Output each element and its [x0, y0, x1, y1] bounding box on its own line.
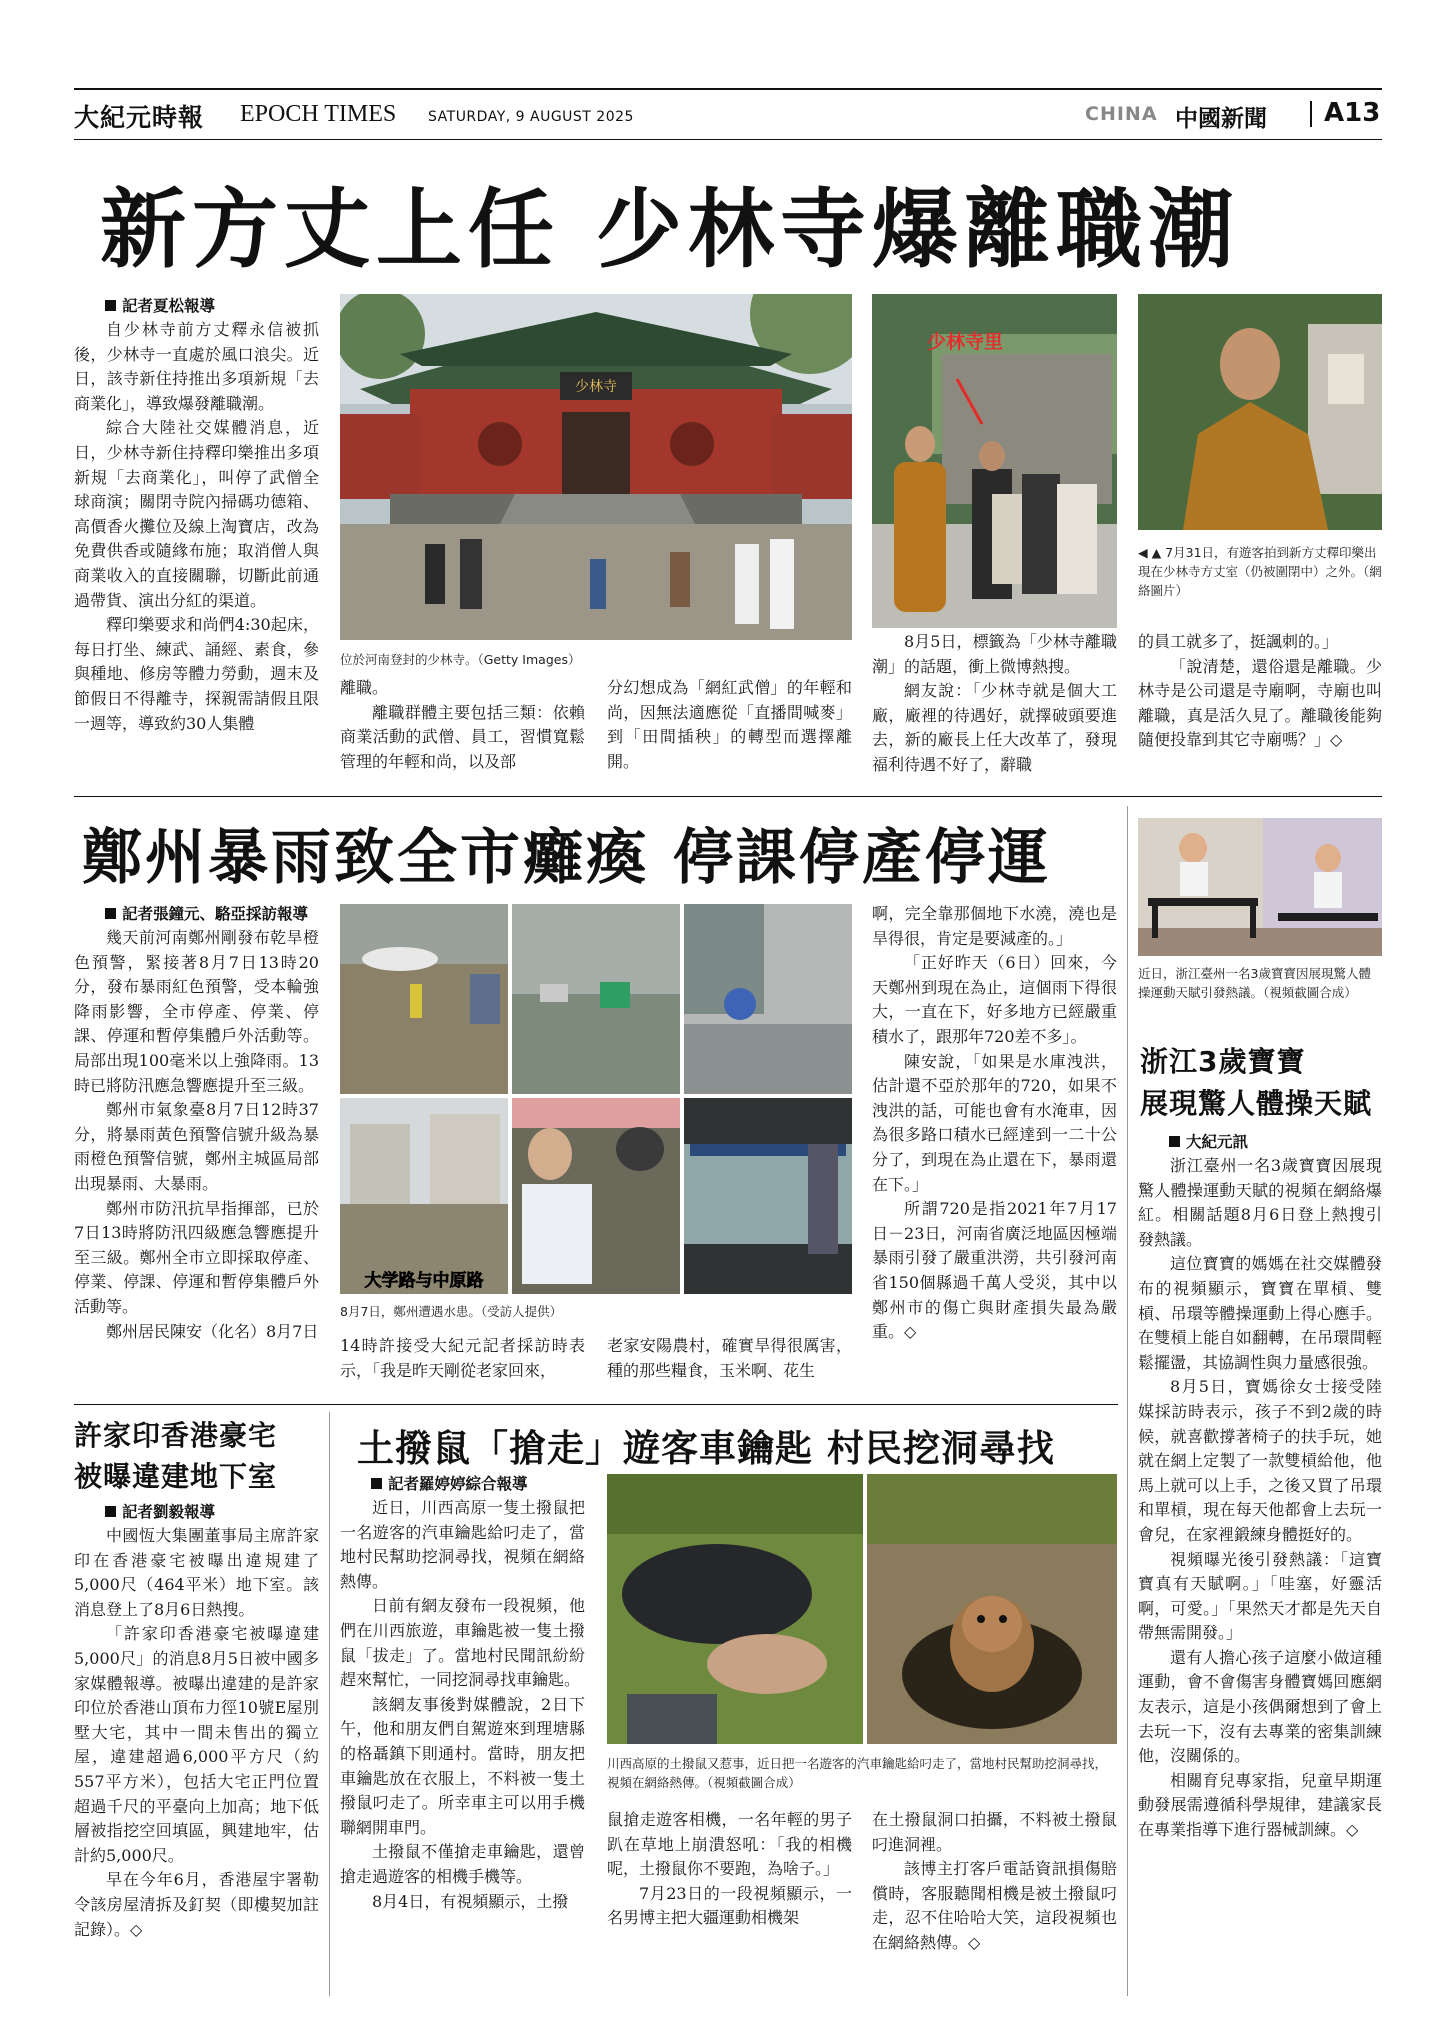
paragraph: 釋印樂要求和尚們4:30起床，每日打坐、練武、誦經、素食，參與種地、修房等體力勞動，週末及節假日不得離寺，探親需請假且限一週等，導致約30人集體 [74, 615, 319, 733]
masthead-divider [1310, 101, 1312, 127]
shaolin-monks-caption: ◀ ▲ 7月31日，有遊客拍到新方丈釋印樂出現在少林寺方丈室（仍被圍閉中）之外。（網絡圖片） [1138, 545, 1382, 598]
paragraph: 14時許接受大紀元記者採訪時表示，「我是昨天剛從老家回來， [340, 1336, 585, 1380]
masthead-logo-cn: 大紀元時報 [74, 103, 205, 132]
hui-headline-2: 被曝違建地下室 [74, 1460, 278, 1493]
paragraph: 「說清楚，還俗還是離職。少林寺是公司還是寺廟啊，寺廟也叫離職，真是活久見了。離職後能夠隨便投靠到其它寺廟嗎？」◇ [1138, 656, 1382, 750]
flood-photo-text: 大学路与中原路 [364, 1271, 484, 1291]
paragraph: 日前有網友發布一段視頻，他們在川西旅遊，車鑰匙被一隻土撥鼠「拔走」了。當地村民聞訊紛紛趕來幫忙，一同挖洞尋找車鑰匙。 [340, 1596, 585, 1690]
marmot-headline: 土撥鼠「搶走」遊客車鑰匙 村民挖洞尋找 [357, 1427, 1055, 1470]
zhejiang-col [1138, 1130, 1382, 1996]
zhengzhou-headline: 鄭州暴雨致全市癱瘓 停課停產停運 [82, 823, 1051, 893]
zhengzhou-col-2 [340, 1334, 585, 1394]
zhejiang-photo-caption: 近日，浙江臺州一名3歲寶寶因展現驚人體操運動天賦引發熱議。（視頻截圖合成） [1138, 966, 1371, 1000]
shaolin-byline: 記者夏松報導 [74, 294, 319, 318]
shaolin-col-2 [340, 676, 585, 786]
shaolin-abbot-photo [1138, 294, 1382, 530]
paragraph: 離職。 [340, 678, 389, 697]
paragraph: 鄭州居民陳安（化名）8月7日 [106, 1321, 319, 1341]
zhejiang-gymnast-photo [1138, 818, 1382, 956]
marmot-col-1 [340, 1472, 585, 1996]
paragraph: 該網友事後對媒體說，2日下午，他和朋友們自駕遊來到理塘縣的格聶鎮下則通村。當時，朋友把車鑰匙放在衣服上，不料被一隻土撥鼠叼走了。所幸車主可以用手機聯網開車門。 [340, 1694, 585, 1837]
sign-text: 少林寺里 [927, 331, 1004, 353]
paragraph: 該博主打客戶電話資訊損傷賠償時，客服聽聞相機是被土撥鼠叼走，忍不住哈哈大笑，這段視頻也在網絡熱傳。◇ [872, 1859, 1117, 1952]
paragraph: 「許家印香港豪宅被曝違建5,000尺」的消息8月5日被中國多家媒體報導。被曝出違建的是許家印位於香港山頂布力徑10號E屋別墅大宅，其中一間未售出的獨立屋，違建超過6,000平方尺（約557平方米），包括大宅正門位置超過千尺的平臺向上加高；地下低層被指挖空回填區，興建地牢，估計約5,000尺。 [74, 1624, 319, 1865]
page-number: A13 [1324, 98, 1381, 128]
paragraph: 幾天前河南鄭州剛發布乾旱橙色預警，緊接著8月7日13時20分，發布暴雨紅色預警，受本輪強降雨影響，全市停產、停業、停課、停運和暫停集體戶外活動等。局部出現100毫米以上強降雨。13時已將防汛應急響應提升至三級。 [74, 928, 319, 1095]
zhengzhou-flood-photos [340, 904, 852, 1294]
marmot-col-2 [607, 1808, 852, 1996]
zhengzhou-byline: 記者張鐘元、駱亞採訪報導 [74, 902, 319, 926]
paragraph: 8月5日，寶媽徐女士接受陸媒採訪時表示，孩子不到2歲的時候，就喜歡撐著椅子的扶手玩，她就在網上定製了一款雙槓給他，他馬上就可以上手，之後又買了吊環和單槓，現在每天他都會上去玩一會兒，在家裡鍛練身體挺好的。 [1138, 1377, 1382, 1544]
marmot-photo [607, 1474, 1117, 1744]
masthead-logo-en: EPOCH TIMES [240, 101, 397, 127]
paragraph: 在土撥鼠洞口拍攝，不料被土撥鼠叼進洞裡。 [872, 1810, 1117, 1854]
shaolin-col-5 [1138, 630, 1382, 786]
paragraph: 這位寶寶的媽媽在社交媒體發布的視頻顯示，寶寶在單槓、雙槓、吊環等體操運動上得心應手。在雙槓上能自如翻轉，在吊環間輕鬆擺盪，其協調性與力量感很強。 [1138, 1254, 1382, 1372]
paragraph: 陳安說，「如果是水庫洩洪，估計還不亞於那年的720，如果不洩洪的話，可能也會有水淹車，因為很多路口積水已經達到一二十公分了，到現在為止還在下，暴雨還在下。」 [872, 1051, 1117, 1194]
paragraph: 綜合大陸社交媒體消息，近日，少林寺新住持釋印樂推出多項新規「去商業化」，叫停了武僧全球商演；關閉寺院內掃碼功德箱、高價香火攤位及線上淘寶店，改為免費供香或隨緣布施；取消僧人與商業收入的直接關聯，切斷此前通過帶貨、演出分紅的渠道。 [74, 418, 319, 610]
shaolin-headline: 新方丈上任 少林寺爆離職潮 [100, 180, 1240, 280]
masthead-section-en: CHINA [1085, 103, 1158, 125]
paragraph: 鄭州市防汛抗旱指揮部，已於7日13時將防汛四級應急響應提升至三級。鄭州全市立即採取停產、停業、停課、停運和暫停集體戶外活動等。 [74, 1198, 319, 1316]
paragraph: 近日，川西高原一隻土撥鼠把一名遊客的汽車鑰匙給叼走了，當地村民幫助挖洞尋找，視頻在網絡熱傳。 [340, 1498, 585, 1591]
marmot-photo-caption: 川西高原的土撥鼠又惹事，近日把一名遊客的汽車鑰匙給叼走了，當地村民幫助挖洞尋找，視頻在網絡熱傳。（視頻截圖合成） [607, 1756, 1108, 1790]
paragraph: 自少林寺前方丈釋永信被抓後，少林寺一直處於風口浪尖。近日，該寺新住持推出多項新規「去商業化」，導致爆發離職潮。 [74, 320, 319, 413]
zhengzhou-col-3 [607, 1334, 852, 1394]
paragraph: 啊，完全靠那個地下水澆，澆也是旱得很，肯定是要減產的。」 [872, 904, 1117, 948]
paragraph: 離職群體主要包括三類：依賴商業活動的武僧、員工，習慣寬鬆管理的年輕和尚，以及部 [340, 702, 585, 771]
paragraph: 老家安陽農村，確實旱得很厲害，種的那些糧食，玉米啊、花生 [607, 1336, 852, 1380]
zhejiang-headline-2: 展現驚人體操天賦 [1140, 1087, 1373, 1120]
shaolin-temple-caption: 位於河南登封的少林寺。（Getty Images） [340, 652, 581, 667]
shaolin-temple-photo [340, 294, 852, 640]
paragraph: 所謂720是指2021年7月17日－23日，河南省廣泛地區因極端暴雨引發了嚴重洪澇，共引發河南省150個縣過千萬人受災，其中以鄭州市的傷亡與財產損失最為嚴重。◇ [872, 1199, 1117, 1342]
paragraph: 還有人擔心孩子這麼小做這種運動，會不會傷害身體寶媽回應網友表示，這是小孩偶爾想到了會上去玩一下，沒有去專業的密集訓練他，沒關係的。 [1138, 1647, 1382, 1766]
shaolin-col-4 [872, 630, 1117, 786]
paragraph: 浙江臺州一名3歲寶寶因展現驚人體操運動天賦的視頻在網絡爆紅。相關話題8月6日登上熱搜引發熱議。 [1138, 1156, 1382, 1249]
paragraph: 中國恆大集團董事局主席許家印在香港豪宅被曝出違規建了5,000尺（464平米）地下室。該消息登上了8月6日熱搜。 [74, 1526, 319, 1619]
zhengzhou-photo-caption: 8月7日，鄭州遭遇水患。（受訪人提供） [340, 1304, 563, 1319]
paragraph: 網友說：「少林寺就是個大工廠，廠裡的待遇好，就擇破頭要進去，新的廠長上任大改革了，發現福利待遇不好了，辭職 [872, 681, 1117, 774]
paragraph: 7月23日的一段視頻顯示，一名男博主把大疆運動相機架 [607, 1883, 852, 1928]
paragraph: 的員工就多了，挺諷刺的。」 [1138, 632, 1339, 651]
paragraph: 鼠搶走遊客相機，一名年輕的男子趴在草地上崩潰怒吼：「我的相機呢，土撥鼠你不要跑，為啥子。」 [607, 1810, 852, 1879]
marmot-byline: 記者羅婷婷綜合報導 [340, 1472, 585, 1496]
paragraph: 視頻曝光後引發熱議：「這寶寶真有天賦啊。」「哇塞，好靈活啊，可愛。」「果然天才都是先天自帶無需開發。」 [1138, 1549, 1382, 1643]
paragraph: 土撥鼠不僅搶走車鑰匙，還曾搶走過遊客的相機手機等。 [340, 1842, 585, 1886]
zhengzhou-col-1 [74, 902, 319, 1394]
zhengzhou-col-4 [872, 902, 1117, 1394]
hui-headline-1: 許家印香港豪宅 [74, 1419, 278, 1452]
zhejiang-byline: 大紀元訊 [1138, 1130, 1382, 1154]
masthead-section-cn: 中國新聞 [1175, 106, 1267, 132]
hui-col [74, 1500, 319, 1996]
marmot-col-3 [872, 1808, 1117, 1996]
shaolin-monks-photo [872, 294, 1117, 628]
shaolin-col-3 [607, 676, 852, 786]
paragraph: 相關育兒專家指，兒童早期運動發展需遵循科學規律，建議家長在專業指導下進行器械訓練。◇ [1138, 1770, 1382, 1840]
temple-plaque: 少林寺 [575, 379, 617, 395]
paragraph: 8月5日，標籤為「少林寺離職潮」的話題，衝上微博熱搜。 [872, 632, 1117, 676]
shaolin-col-1 [74, 294, 319, 784]
paragraph: 早在今年6月，香港屋宇署勒令該房屋清拆及釘契（即樓契加註記錄）。◇ [74, 1870, 319, 1939]
zhejiang-headline-1: 浙江3歲寶寶 [1140, 1045, 1306, 1078]
masthead-date: SATURDAY, 9 AUGUST 2025 [428, 109, 634, 125]
paragraph: 鄭州市氣象臺8月7日12時37分，將暴雨黃色預警信號升級為暴雨橙色預警信號，鄭州主城區局部出現暴雨、大暴雨。 [74, 1100, 319, 1193]
paragraph: 分幻想成為「網紅武僧」的年輕和尚，因無法適應從「直播間喊麥」到「田間插秧」的轉型而選擇離開。 [607, 678, 852, 771]
paragraph: 8月4日，有視頻顯示，土撥 [372, 1891, 569, 1911]
hui-byline: 記者劉毅報導 [74, 1500, 319, 1524]
paragraph: 「正好昨天（6日）回來，今天鄭州到現在為止，這個雨下得很大，一直在下，好多地方已經嚴重積水了，跟那年720差不多」。 [872, 953, 1117, 1046]
